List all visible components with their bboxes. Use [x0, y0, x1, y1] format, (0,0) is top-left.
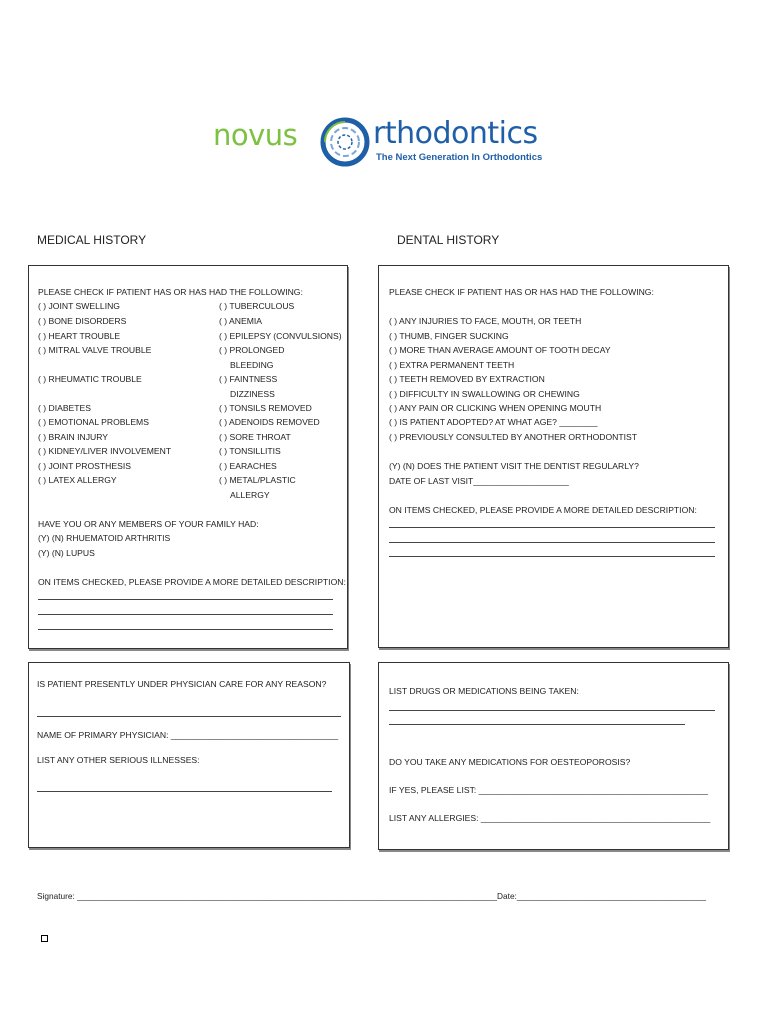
- allergies-field[interactable]: LIST ANY ALLERGIES: ________________________________________________: [389, 813, 711, 823]
- dental-instruction: PLEASE CHECK IF PATIENT HAS OR HAS HAD THE FOLLOWING:: [389, 287, 654, 297]
- medical-item: ( ) BRAIN INJURY: [38, 432, 109, 442]
- dental-item: ( ) MORE THAN AVERAGE AMOUNT OF TOOTH DECAY: [389, 345, 611, 355]
- other-illnesses-line[interactable]: [37, 791, 332, 792]
- medical-item-continued: BLEEDING: [230, 360, 274, 370]
- medical-item: ( ) JOINT PROSTHESIS: [38, 461, 131, 471]
- family-history-item: (Y) (N) LUPUS: [38, 548, 95, 558]
- medical-detail-line[interactable]: [38, 599, 333, 600]
- medical-item: ( ) EMOTIONAL PROBLEMS: [38, 417, 149, 427]
- medical-detail-line[interactable]: [38, 629, 333, 630]
- family-history-item: (Y) (N) RHUEMATOID ARTHRITIS: [38, 533, 171, 543]
- dentist-visit-question: (Y) (N) DOES THE PATIENT VISIT THE DENTIST REGULARLY?: [389, 461, 639, 471]
- dental-detail-line[interactable]: [389, 527, 715, 528]
- physician-care-line[interactable]: [37, 716, 341, 717]
- medical-item: ( ) JOINT SWELLING: [38, 301, 120, 311]
- dental-item: ( ) EXTRA PERMANENT TEETH: [389, 360, 515, 370]
- dental-history-heading: DENTAL HISTORY: [397, 233, 500, 247]
- medical-item: ( ) MITRAL VALVE TROUBLE: [38, 345, 152, 355]
- medical-item: ( ) KIDNEY/LIVER INVOLVEMENT: [38, 446, 172, 456]
- dental-detail-line[interactable]: [389, 556, 715, 557]
- dental-item: ( ) IS PATIENT ADOPTED? AT WHAT AGE? ________: [389, 417, 598, 427]
- dental-item: ( ) DIFFICULTY IN SWALLOWING OR CHEWING: [389, 389, 580, 399]
- other-illnesses-label: LIST ANY OTHER SERIOUS ILLNESSES:: [37, 755, 200, 765]
- medical-item: ( ) EARACHES: [219, 461, 277, 471]
- medical-item: ( ) ANEMIA: [219, 316, 262, 326]
- medical-item: ( ) PROLONGED: [219, 345, 285, 355]
- medical-history-heading: MEDICAL HISTORY: [37, 233, 147, 247]
- medical-item: ( ) RHEUMATIC TROUBLE: [38, 374, 142, 384]
- medical-item-continued: ALLERGY: [230, 490, 270, 500]
- dental-item: ( ) TEETH REMOVED BY EXTRACTION: [389, 374, 545, 384]
- medical-item: ( ) METAL/PLASTIC: [219, 475, 296, 485]
- osteoporosis-question: DO YOU TAKE ANY MEDICATIONS FOR OESTEOPOROSIS?: [389, 757, 631, 767]
- dental-item: ( ) PREVIOUSLY CONSULTED BY ANOTHER ORTHODONTIST: [389, 432, 637, 442]
- medical-detail-line[interactable]: [38, 614, 333, 615]
- dental-detail-line[interactable]: [389, 542, 715, 543]
- logo-orthodontics-text: rthodontics: [373, 116, 538, 151]
- dental-detail-prompt: ON ITEMS CHECKED, PLEASE PROVIDE A MORE DETAILED DESCRIPTION:: [389, 505, 697, 515]
- medical-item-continued: DIZZINESS: [230, 389, 275, 399]
- medical-item: ( ) BONE DISORDERS: [38, 316, 127, 326]
- medical-instruction: PLEASE CHECK IF PATIENT HAS OR HAS HAD THE FOLLOWING:: [38, 287, 303, 297]
- logo-tagline: The Next Generation In Orthodontics: [376, 152, 543, 163]
- last-visit-field[interactable]: DATE OF LAST VISIT____________________: [389, 476, 569, 486]
- medications-label: LIST DRUGS OR MEDICATIONS BEING TAKEN:: [389, 686, 579, 696]
- medical-item: ( ) LATEX ALLERGY: [38, 475, 117, 485]
- medications-line[interactable]: [389, 710, 715, 711]
- medical-item: ( ) TONSILLITIS: [219, 446, 281, 456]
- osteoporosis-list-field[interactable]: IF YES, PLEASE LIST: ________________________________________________: [389, 785, 709, 795]
- family-history-question: HAVE YOU OR ANY MEMBERS OF YOUR FAMILY HAD:: [38, 519, 259, 529]
- signature-date-line[interactable]: Signature: ___________________________________________________________________________________________Date:_________________________________________: [37, 891, 707, 901]
- medical-item: ( ) TUBERCULOUS: [219, 301, 295, 311]
- dental-item: ( ) ANY INJURIES TO FACE, MOUTH, OR TEETH: [389, 316, 582, 326]
- logo-o-mark-icon: [319, 116, 371, 168]
- medical-item: ( ) DIABETES: [38, 403, 92, 413]
- medical-item: ( ) EPILEPSY (CONVULSIONS): [219, 331, 342, 341]
- novus-orthodontics-logo: [213, 112, 558, 172]
- medical-item: ( ) HEART TROUBLE: [38, 331, 121, 341]
- medical-detail-prompt: ON ITEMS CHECKED, PLEASE PROVIDE A MORE DETAILED DESCRIPTION:: [38, 577, 346, 587]
- logo-novus-text: novus: [213, 118, 298, 152]
- dental-item: ( ) THUMB, FINGER SUCKING: [389, 331, 509, 341]
- small-checkbox-icon[interactable]: [41, 935, 48, 942]
- medications-line[interactable]: [389, 724, 685, 725]
- medical-item: ( ) ADENOIDS REMOVED: [219, 417, 320, 427]
- medical-item: ( ) SORE THROAT: [219, 432, 291, 442]
- medical-item: ( ) TONSILS REMOVED: [219, 403, 312, 413]
- dental-item: ( ) ANY PAIN OR CLICKING WHEN OPENING MOUTH: [389, 403, 602, 413]
- primary-physician-field[interactable]: NAME OF PRIMARY PHYSICIAN: ___________________________________: [37, 730, 339, 740]
- medical-item: ( ) FAINTNESS: [219, 374, 278, 384]
- physician-care-question: IS PATIENT PRESENTLY UNDER PHYSICIAN CARE FOR ANY REASON?: [37, 679, 327, 689]
